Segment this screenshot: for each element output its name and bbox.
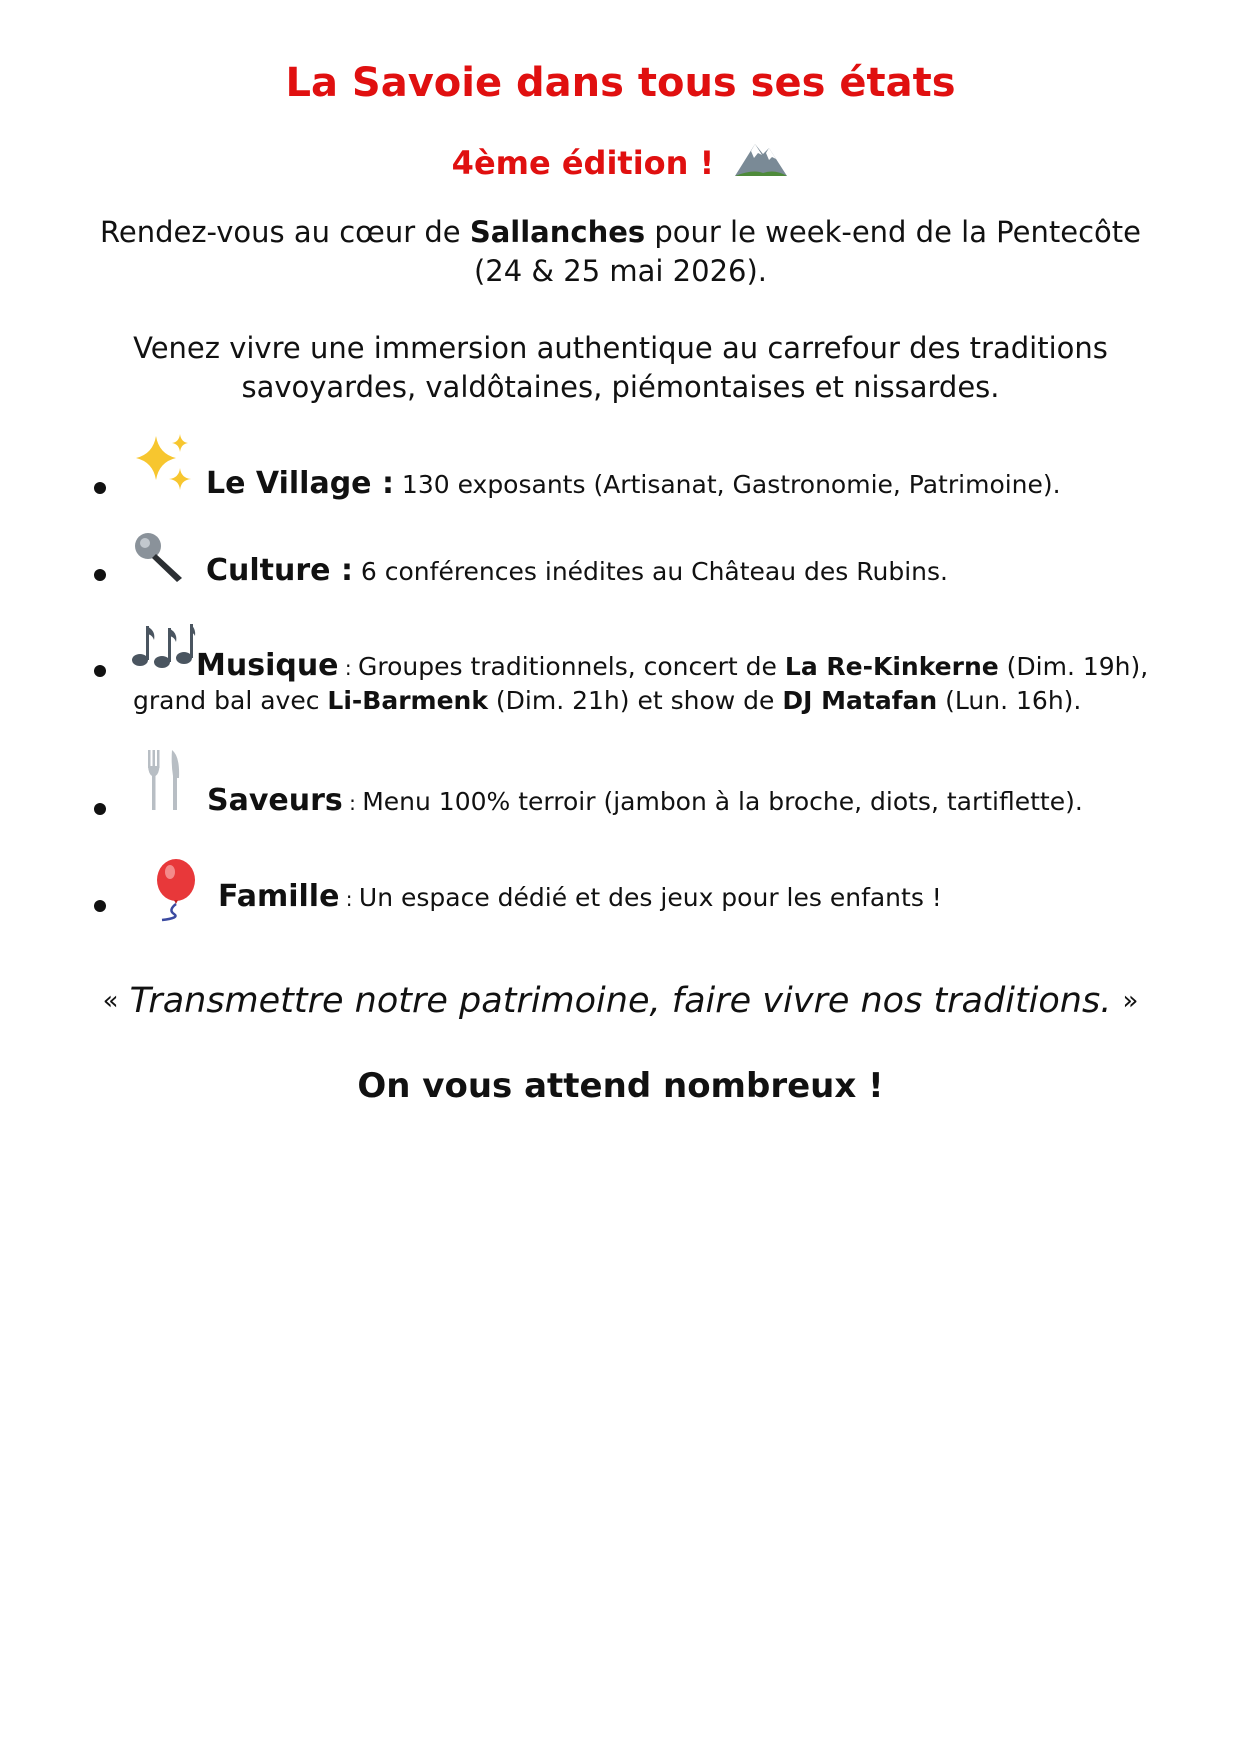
quote-text: Transmettre notre patrimoine, faire vivre nos traditions. — [118, 981, 1123, 1021]
item-text: Groupes traditionnels, concert de — [357, 652, 785, 681]
item-separator: : — [342, 791, 363, 815]
item-text: (Dim. 21h) et show de — [487, 686, 783, 715]
bullet — [94, 482, 106, 494]
bullet — [94, 803, 106, 815]
item-label: Le Village : — [206, 466, 394, 501]
balloon-icon — [148, 858, 198, 926]
bullet — [94, 665, 106, 677]
microphone-icon — [132, 530, 188, 586]
item-text: (Dim. 19h), — [998, 652, 1149, 681]
item-text: Menu 100% terroir (jambon à la broche, diots, tartiflette). — [362, 787, 1083, 816]
item-line — [218, 879, 942, 914]
item-line — [207, 783, 1083, 818]
fork-knife-icon — [146, 746, 186, 818]
item-label: Musique — [196, 648, 339, 683]
invitation-line-1: Venez vivre une immersion authentique au carrefour des traditions — [133, 331, 1108, 365]
open-quote-mark: « — [102, 986, 119, 1016]
invitation-paragraph — [60, 329, 1181, 407]
intro-text: Rendez-vous au cœur de — [100, 215, 470, 249]
sparkles-icon — [130, 432, 194, 498]
band-name: La Re-Kinkerne — [784, 652, 999, 681]
motto-quote — [0, 978, 1241, 1024]
edition-subtitle — [0, 136, 1241, 191]
item-label: Culture : — [206, 553, 353, 588]
bullet — [94, 569, 106, 581]
item-separator: : — [339, 887, 359, 911]
mountain-icon — [733, 136, 789, 191]
item-text: 6 conférences inédites au Château des Rubins. — [352, 557, 948, 586]
item-label: Saveurs — [207, 783, 343, 818]
item-text: grand bal avec — [133, 686, 328, 715]
music-notes-icon — [130, 620, 196, 674]
item-text: (Lun. 16h). — [937, 686, 1082, 715]
bullet — [94, 900, 106, 912]
closing-line: On vous attend nombreux ! — [357, 1066, 884, 1106]
intro-text-2: pour le week-end de la Pentecôte — [645, 215, 1141, 249]
item-line — [196, 648, 1148, 683]
item-line — [206, 553, 948, 588]
item-text: 130 exposants (Artisanat, Gastronomie, Patrimoine). — [393, 470, 1061, 499]
intro-paragraph — [60, 213, 1181, 291]
intro-dates: (24 & 25 mai 2026). — [473, 254, 768, 288]
item-label: Famille — [218, 879, 340, 914]
item-line-2 — [133, 686, 1081, 715]
invitation-line-2: savoyardes, valdôtaines, piémontaises et nissardes. — [241, 370, 1000, 404]
city-name: Sallanches — [469, 215, 646, 249]
item-separator: : — [338, 656, 358, 680]
page-title: La Savoie dans tous ses états — [285, 60, 956, 106]
close-quote-mark: » — [1122, 986, 1139, 1016]
dj-name: DJ Matafan — [782, 686, 938, 715]
edition-text: 4ème édition ! — [451, 144, 715, 182]
item-text: Un espace dédié et des jeux pour les enfants ! — [358, 883, 942, 912]
band-name: Li-Barmenk — [327, 686, 488, 715]
item-line — [206, 466, 1061, 501]
